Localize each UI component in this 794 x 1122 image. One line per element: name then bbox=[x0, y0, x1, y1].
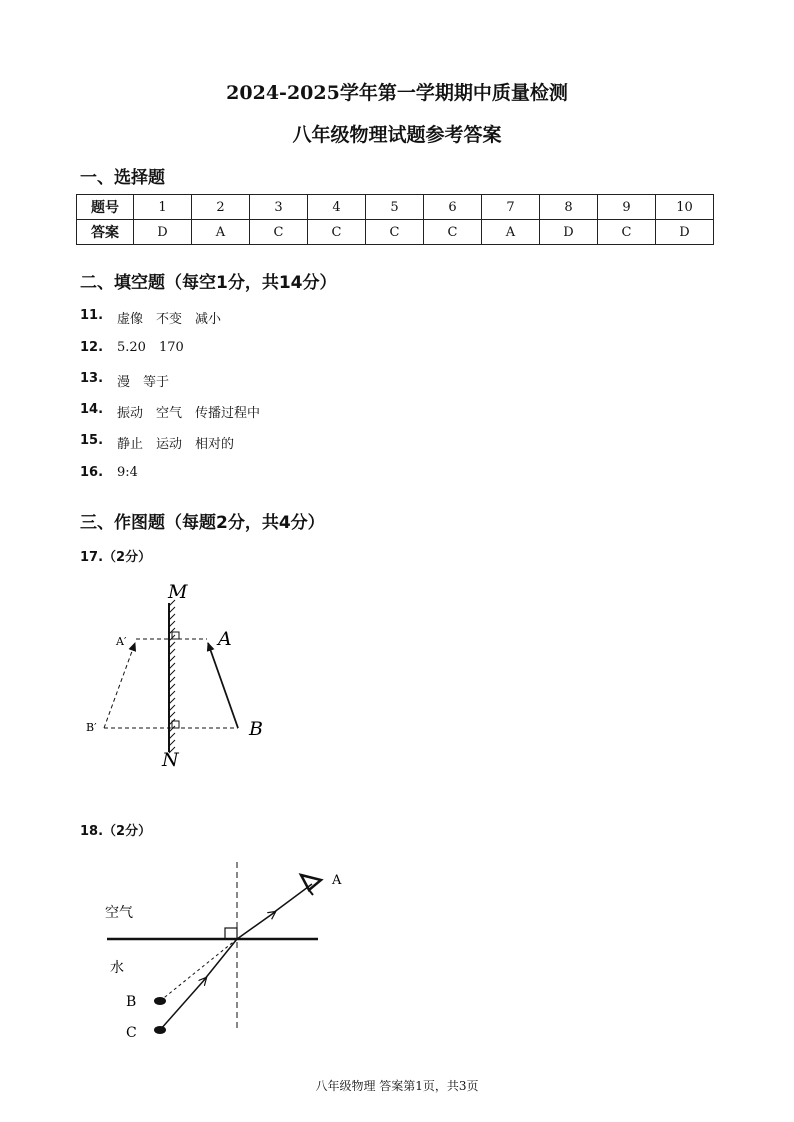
page-subtitle: 八年级物理试题参考答案 bbox=[292, 124, 502, 146]
question-number: 3 bbox=[250, 195, 308, 220]
section-heading-drawing: 三、作图题（每题2分，共4分） bbox=[80, 513, 325, 533]
label-point-a: A bbox=[332, 873, 342, 888]
label-n: N bbox=[162, 749, 179, 771]
label-m: M bbox=[168, 581, 188, 603]
section-heading-choice: 一、选择题 bbox=[80, 168, 165, 188]
answer-cell: D bbox=[134, 220, 192, 245]
object-point-c bbox=[154, 1026, 166, 1034]
object-point-b bbox=[154, 997, 166, 1005]
item-answer: 相对的 bbox=[195, 437, 235, 452]
question-number: 2 bbox=[192, 195, 250, 220]
item-number: 11. bbox=[80, 308, 104, 323]
page-footer: 八年级物理 答案第1页，共3页 bbox=[315, 1079, 479, 1093]
page-title: 2024-2025学年第一学期期中质量检测 bbox=[226, 82, 568, 104]
label-water: 水 bbox=[110, 960, 124, 976]
item-answer: 虚像 bbox=[117, 312, 144, 327]
item-answer: 减小 bbox=[195, 312, 222, 327]
label-point-b: B bbox=[126, 994, 137, 1010]
question-number: 5 bbox=[366, 195, 424, 220]
answer-cell: A bbox=[482, 220, 540, 245]
question-number: 1 bbox=[134, 195, 192, 220]
item-answer: 不变 bbox=[156, 312, 183, 327]
row-label-answers: 答案 bbox=[77, 220, 134, 245]
item-number: 12. bbox=[80, 340, 104, 355]
item-answer: 振动 bbox=[117, 406, 144, 421]
item-answer: 5.20 bbox=[117, 340, 146, 355]
answer-cell: A bbox=[192, 220, 250, 245]
label-air: 空气 bbox=[105, 905, 133, 921]
answer-cell: C bbox=[598, 220, 656, 245]
refracted-ray-water bbox=[160, 978, 206, 1030]
item-answer: 等于 bbox=[143, 375, 170, 390]
label-b: B bbox=[249, 718, 263, 740]
item-number: 13. bbox=[80, 371, 104, 386]
label-point-c: C bbox=[126, 1025, 137, 1041]
label-b-image: B′ bbox=[86, 721, 97, 734]
item-number: 16. bbox=[80, 465, 104, 480]
item-answer: 传播过程中 bbox=[195, 406, 261, 421]
refracted-ray-water-tail bbox=[204, 939, 237, 980]
row-label-numbers: 题号 bbox=[77, 195, 134, 220]
item-number: 15. bbox=[80, 433, 104, 448]
answer-cell: C bbox=[308, 220, 366, 245]
item-answer: 9:4 bbox=[117, 465, 138, 480]
question-18-label: 18.（2分） bbox=[80, 824, 152, 839]
refracted-ray-air-tail bbox=[273, 884, 312, 913]
item-answer: 静止 bbox=[117, 437, 144, 452]
virtual-ray bbox=[160, 939, 237, 1001]
answer-cell: D bbox=[540, 220, 598, 245]
item-number: 14. bbox=[80, 402, 104, 417]
item-answer: 运动 bbox=[156, 437, 183, 452]
answer-cell: D bbox=[656, 220, 714, 245]
refracted-ray-air bbox=[237, 912, 275, 939]
item-answer: 漫 bbox=[117, 375, 131, 390]
question-number: 10 bbox=[656, 195, 714, 220]
item-answer: 170 bbox=[158, 340, 184, 355]
question-number: 8 bbox=[540, 195, 598, 220]
item-answer: 空气 bbox=[156, 406, 183, 421]
label-a-image: A′ bbox=[116, 635, 127, 648]
answer-cell: C bbox=[424, 220, 482, 245]
right-angle-mark bbox=[225, 928, 237, 939]
question-number: 9 bbox=[598, 195, 656, 220]
question-number: 7 bbox=[482, 195, 540, 220]
question-number: 4 bbox=[308, 195, 366, 220]
answer-cell: C bbox=[366, 220, 424, 245]
question-17-label: 17.（2分） bbox=[80, 550, 152, 565]
question-number: 6 bbox=[424, 195, 482, 220]
label-a: A bbox=[218, 628, 232, 650]
answer-cell: C bbox=[250, 220, 308, 245]
section-heading-fill: 二、填空题（每空1分，共14分） bbox=[80, 273, 337, 293]
